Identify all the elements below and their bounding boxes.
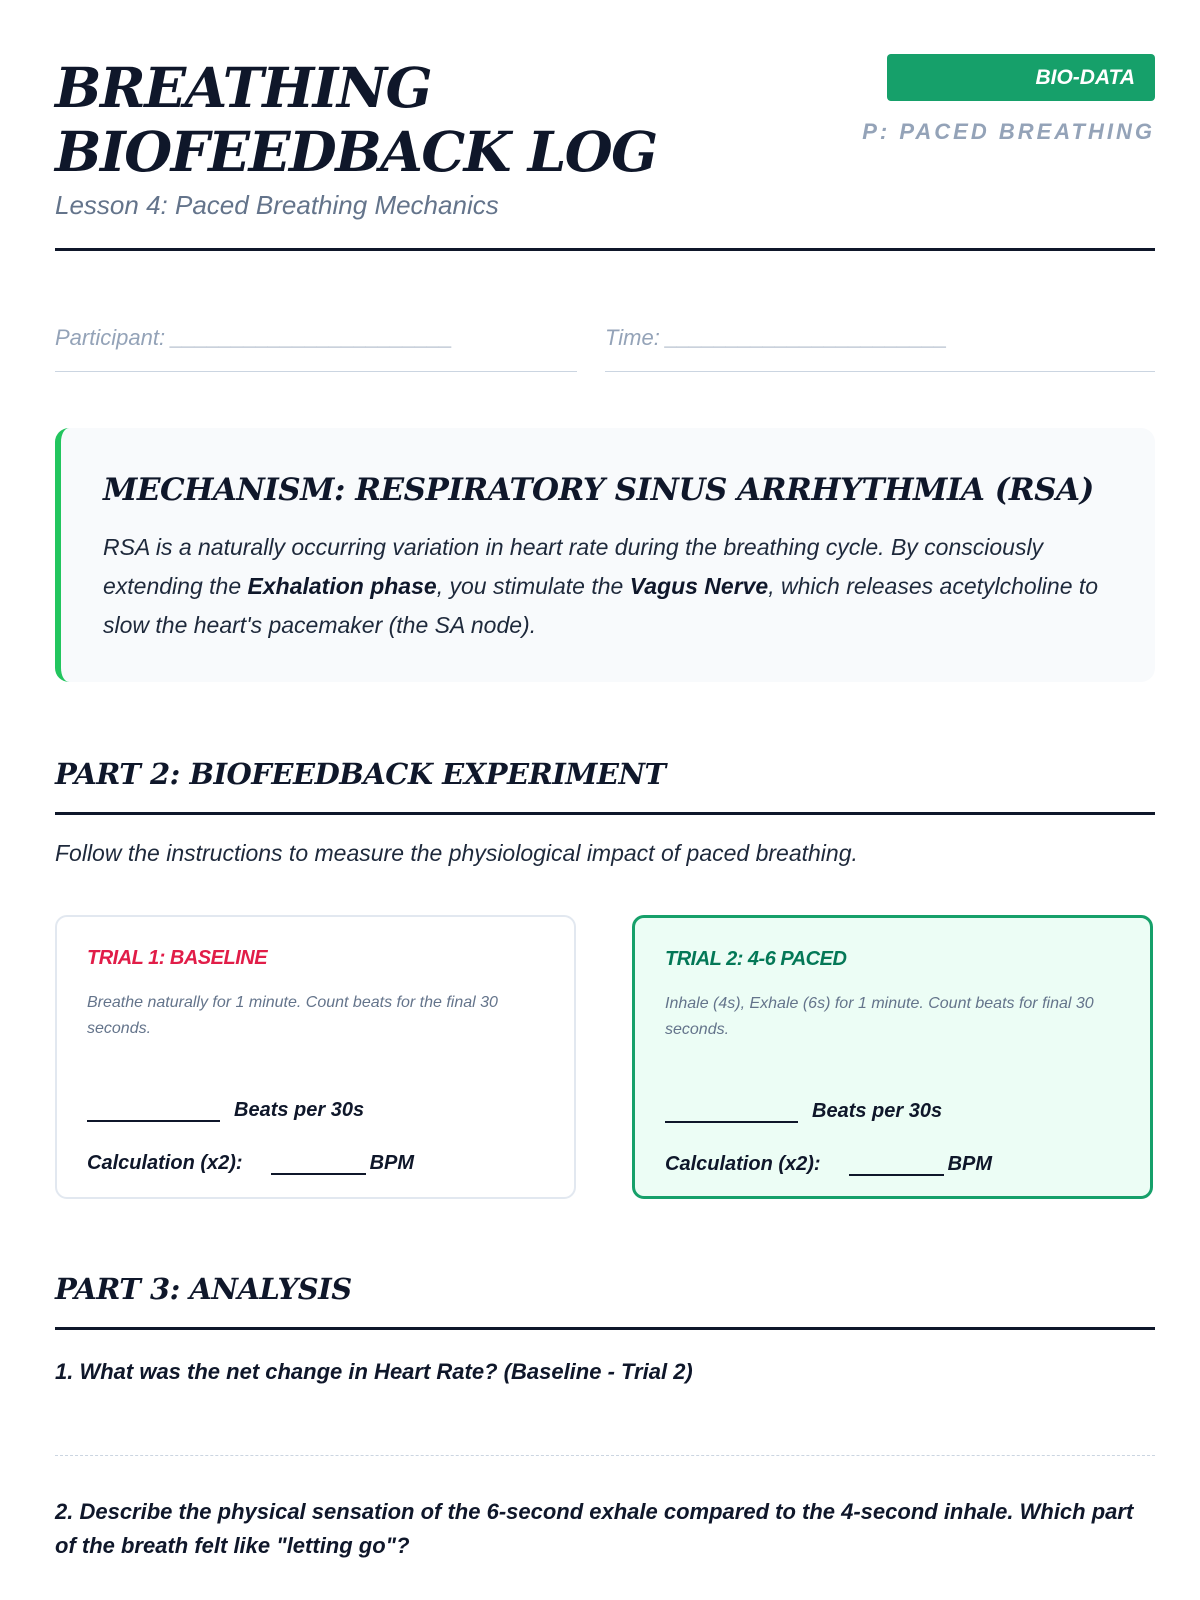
trial-1-bpm-unit: BPM <box>369 1152 415 1174</box>
trial-1-description: Breathe naturally for 1 minute. Count beats for the final 30 seconds. <box>87 994 498 1037</box>
trial-2-beats-row <box>665 1097 1120 1127</box>
vagus-nerve-emphasis: Vagus Nerve <box>629 573 769 599</box>
mechanism-text: RSA is a naturally occurring variation in heart rate during the breathing cycle. By consciously extending the Exhalation phase, you stimulate the Vagus Nerve, which releases acetylcholine to slow the heart's pacemaker (the SA node). <box>103 534 1099 638</box>
mechanism-callout <box>55 428 1155 682</box>
mechanism-title: MECHANISM: RESPIRATORY SINUS ARRHYTHMIA (RSA) <box>103 472 1094 508</box>
page-title: BREATHING BIOFEEDBACK LOG <box>55 55 657 184</box>
participant-field[interactable]: Participant: _______________________ <box>55 325 577 372</box>
part2-title: PART 2: BIOFEEDBACK EXPERIMENT <box>55 757 666 791</box>
question-1: 1. What was the net change in Heart Rate? (Baseline - Trial 2) <box>55 1359 693 1384</box>
trial-1-calc-row <box>87 1152 544 1175</box>
trial-2-card <box>632 915 1153 1199</box>
trial-2-calc-row <box>665 1153 1120 1176</box>
part2-divider <box>55 812 1155 815</box>
trial-1-calc-label: Calculation (x2): <box>87 1152 243 1174</box>
question-2: 2. Describe the physical sensation of the 6-second exhale compared to the 4-second inhale. Which part of the breath felt like "letting go"? <box>55 1499 1134 1558</box>
trial-2-bpm-blank[interactable] <box>849 1154 944 1176</box>
bio-data-badge: BIO-DATA <box>887 54 1155 101</box>
trial-2-beats-label: Beats per 30s <box>812 1100 943 1122</box>
trial-1-beats-blank[interactable] <box>87 1096 220 1122</box>
page-subtitle: Lesson 4: Paced Breathing Mechanics <box>55 190 499 220</box>
part3-divider <box>55 1327 1155 1330</box>
trial-1-bpm-blank[interactable] <box>271 1153 366 1175</box>
part2-instructions: Follow the instructions to measure the physiological impact of paced breathing. <box>55 840 858 866</box>
time-field[interactable]: Time: _______________________ <box>605 325 1155 372</box>
trial-1-card <box>55 915 576 1199</box>
header-divider <box>55 248 1155 251</box>
trial-2-calc-label: Calculation (x2): <box>665 1153 821 1175</box>
trial-2-bpm-unit: BPM <box>947 1153 993 1175</box>
trial-1-beats-label: Beats per 30s <box>234 1099 365 1121</box>
part3-title: PART 3: ANALYSIS <box>55 1272 352 1306</box>
trial-1-beats-row <box>87 1096 544 1126</box>
trial-2-description: Inhale (4s), Exhale (6s) for 1 minute. Count beats for final 30 seconds. <box>665 995 1094 1038</box>
trial-2-title: TRIAL 2: 4-6 PACED <box>665 948 847 970</box>
answer-1-line[interactable] <box>55 1455 1155 1456</box>
exhalation-phase-emphasis: Exhalation phase <box>247 573 437 599</box>
trial-2-beats-blank[interactable] <box>665 1097 798 1123</box>
module-label: P: PACED BREATHING <box>862 119 1155 144</box>
trial-1-title: TRIAL 1: BASELINE <box>87 947 268 969</box>
